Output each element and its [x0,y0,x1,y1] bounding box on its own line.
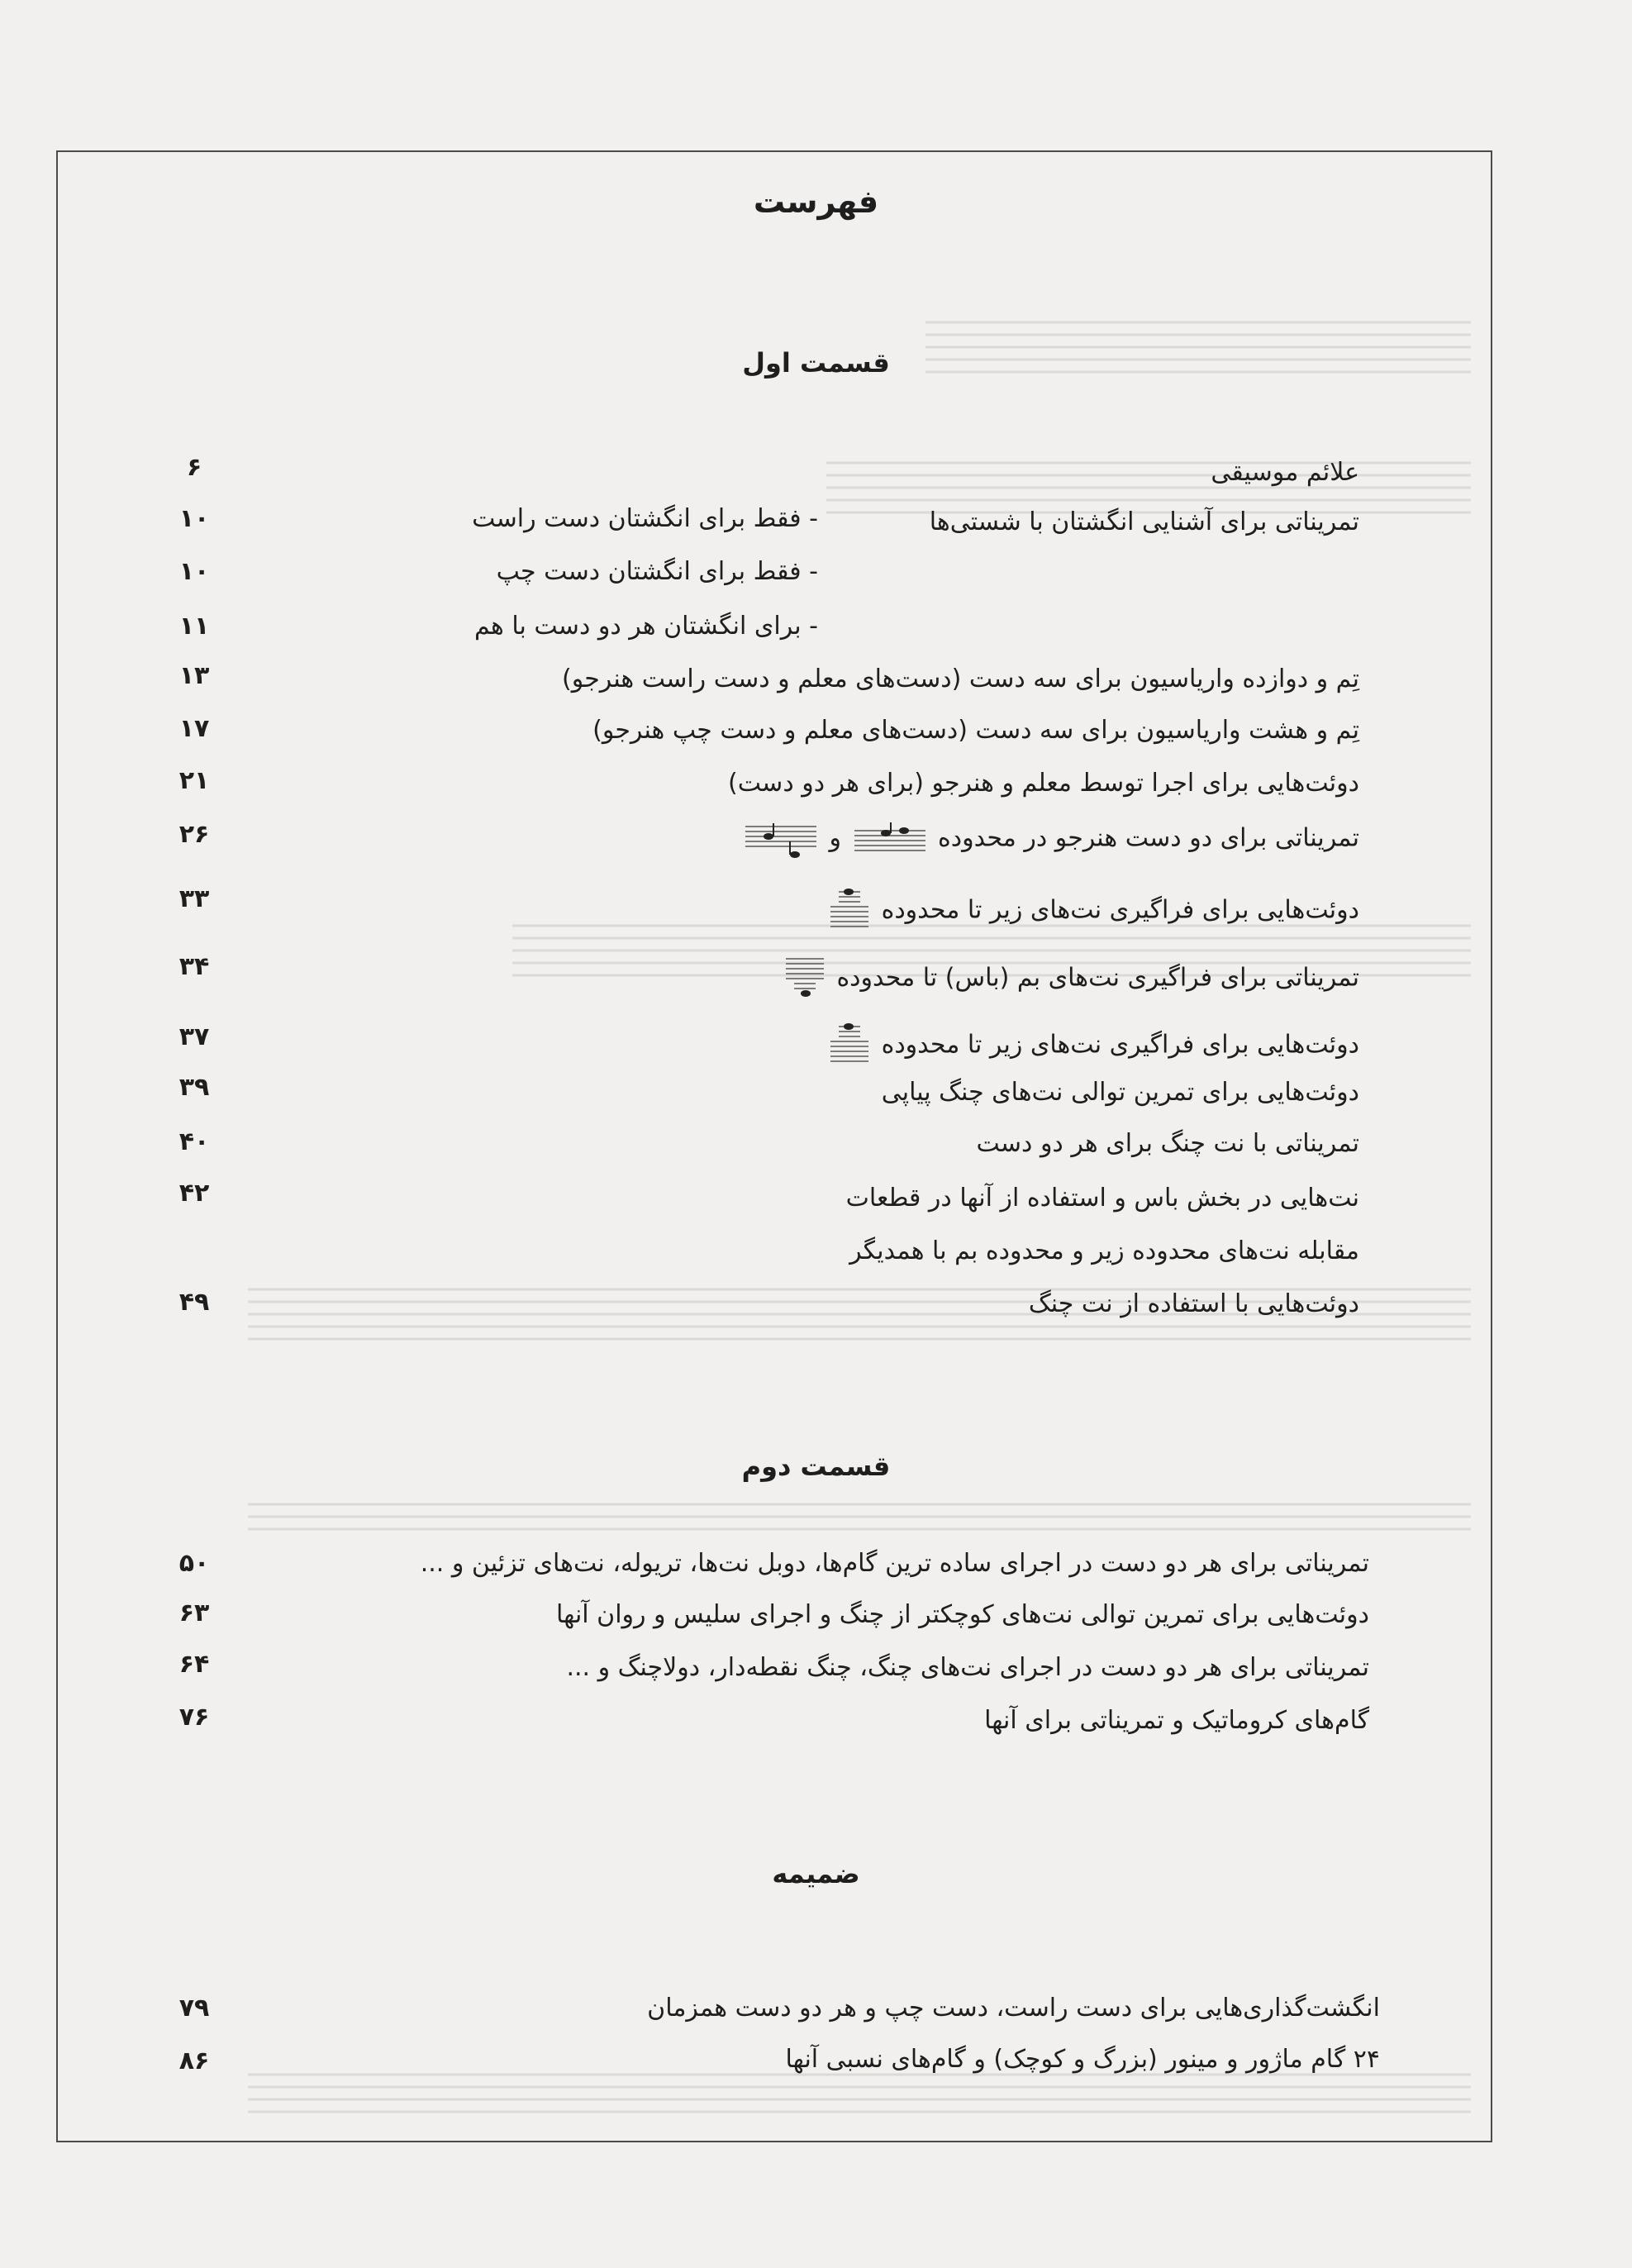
toc-entry-range-row [826,889,1359,933]
toc-entry-subtext: - فقط برای انگشتان دست راست [472,504,818,533]
toc-entry-text: تمریناتی برای فراگیری نت‌های بم (باس) تا محدوده [836,963,1359,993]
toc-page-number: ۸۶ [178,2046,210,2075]
toc-entry-text: تمریناتی برای هر دو دست در اجرای ساده ترین گام‌ها، دوبل نت‌ها، تریوله، نت‌های تزئین و ... [420,1549,1369,1578]
toc-page-number: ۱۰ [178,504,210,533]
toc-entry-text: تمریناتی برای آشنایی انگشتان با شستی‌ها [929,507,1359,536]
toc-page-number: ۱۰ [178,557,210,586]
toc-entry-range-row [826,1023,1359,1068]
toc-page-number: ۶۳ [178,1599,210,1627]
toc-entry-text: انگشت‌گذاری‌هایی برای دست راست، دست چپ و هر دو دست همزمان [647,1994,1380,2023]
toc-entry-text: علائم موسیقی [1211,458,1359,487]
toc-page-number: ۱۷ [178,714,210,743]
toc-entry-subtext: - فقط برای انگشتان دست چپ [496,557,818,586]
toc-page-number: ۱۱ [178,612,210,641]
toc-entry-text: دوئت‌هایی برای فراگیری نت‌های زیر تا محدوده [881,895,1359,925]
toc-entry-text: گام‌های کروماتیک و تمریناتی برای آنها [984,1706,1369,1735]
section-heading-part1: قسمت اول [742,347,890,379]
toc-page-number: ۲۱ [178,766,210,795]
staff-notation-icon [745,818,816,860]
toc-entry-text: تمریناتی برای هر دو دست در اجرای نت‌های چنگ، چنگ نقطه‌دار، دولاچنگ و ... [566,1653,1369,1682]
section-heading-appendix: ضمیمه [772,1858,860,1889]
toc-page-number: ۶ [186,453,202,482]
toc-entry-text: دوئت‌هایی برای تمرین توالی نت‌های چنگ پیاپی [881,1078,1359,1107]
toc-entry-text: نت‌هایی در بخش باس و استفاده از آنها در قطعات [845,1184,1359,1213]
toc-entry-text: دوئت‌هایی با استفاده از نت چنگ [1028,1289,1359,1318]
toc-page-number: ۴۲ [178,1179,210,1208]
toc-entry-text: دوئت‌هایی برای فراگیری نت‌های زیر تا محدوده [881,1030,1359,1060]
toc-page-number: ۳۳ [178,884,210,913]
toc-page-number: ۱۳ [178,661,210,690]
staff-notation-icon [830,889,868,933]
toc-page-number: ۳۹ [178,1073,210,1102]
toc-page-number: ۳۴ [178,952,210,981]
toc-entry-text: دوئت‌هایی برای اجرا توسط معلم و هنرجو (برای هر دو دست) [728,769,1359,798]
toc-entry-range-row [740,818,1359,860]
staff-notation-icon [830,1023,868,1068]
toc-entry-subtext: - برای انگشتان هر دو دست با هم [474,612,818,641]
toc-entry-text: ۲۴ گام ماژور و مینور (بزرگ و کوچک) و گام‌های نسبی آنها [785,2045,1380,2074]
toc-page-number: ۳۷ [178,1022,210,1051]
toc-page-number: ۵۰ [178,1549,210,1578]
staff-notation-icon [854,822,925,855]
toc-entry-text: دوئت‌هایی برای تمرین توالی نت‌های کوچکتر از چنگ و اجرای سلیس و روان آنها [555,1600,1369,1629]
section-heading-part2: قسمت دوم [741,1451,891,1482]
toc-page-number: ۷۶ [178,1703,210,1732]
toc-entry-range-row [781,955,1359,1002]
toc-page-number: ۴۰ [178,1127,210,1156]
page-title: فهرست [753,183,879,220]
toc-page-number: ۶۴ [178,1650,210,1679]
toc-entry-connector: و [829,823,841,853]
toc-entry-text: مقابله نت‌های محدوده زیر و محدوده بم با همدیگر [849,1236,1359,1265]
toc-page-number: ۴۹ [178,1288,210,1317]
toc-page-number: ۷۹ [178,1994,210,2023]
staff-notation-icon [786,955,824,1002]
toc-entry-text: تِم و هشت واریاسیون برای سه دست (دست‌های معلم و دست چپ هنرجو) [592,716,1359,745]
toc-entry-text: تمریناتی برای دو دست هنرجو در محدوده [938,823,1359,853]
toc-entry-text: تمریناتی با نت چنگ برای هر دو دست [976,1129,1359,1158]
toc-page-number: ۲۶ [178,820,210,849]
toc-entry-text: تِم و دوازده واریاسیون برای سه دست (دست‌های معلم و دست راست هنرجو) [562,665,1359,693]
